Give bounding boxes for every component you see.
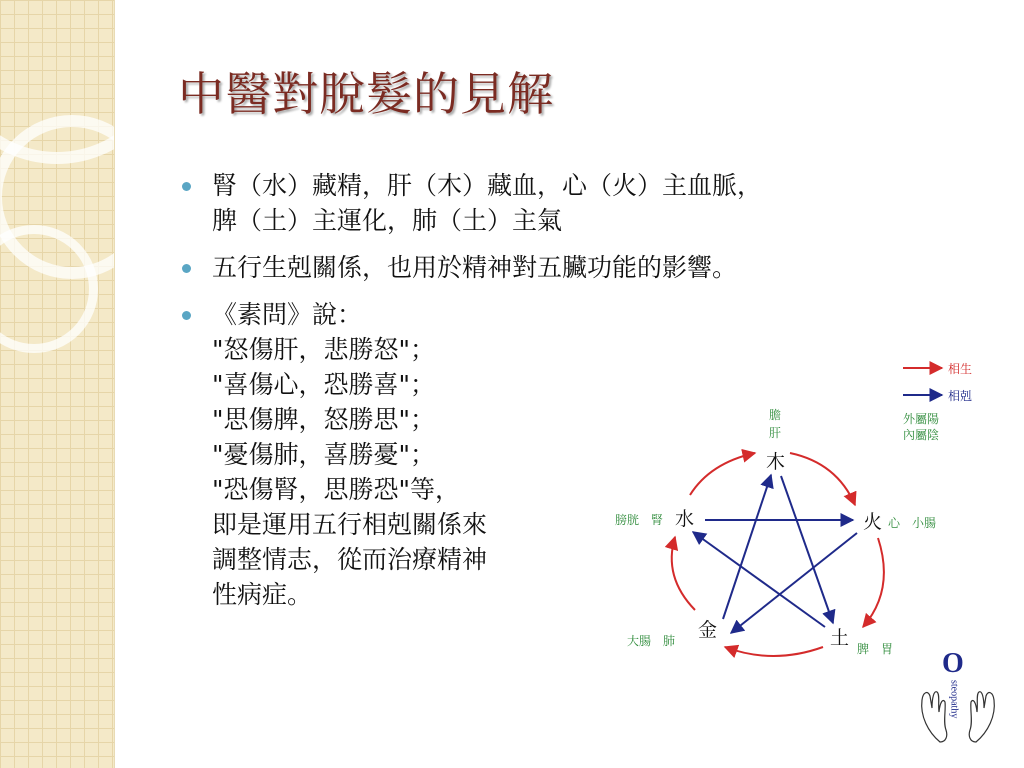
generate-arrow-metal-water: [672, 537, 695, 610]
organ-label-fire: 心 小腸: [888, 516, 937, 530]
right-hand-icon: [969, 692, 994, 742]
bullet-line: 脾（土）主運化，肺（土）主氣: [212, 206, 563, 235]
bullet-line: 五行生剋關係，也用於精神對五臟功能的影響。: [212, 253, 738, 282]
restrain-arrow-fire-metal: [731, 533, 857, 633]
restraining-cycle: [693, 475, 857, 633]
bullet-dot-icon: [182, 182, 191, 191]
bullet-line: 調整情志，從而治療精神: [212, 545, 488, 574]
restrain-arrow-metal-wood: [723, 475, 771, 619]
left-hand-icon: [922, 692, 947, 742]
element-fire: 火: [863, 511, 883, 533]
bullet-line: "怒傷肝，悲勝怒"；: [212, 335, 435, 364]
organ-label-gallbladder: 膽: [769, 408, 782, 422]
bullet-line: "喜傷心，恐勝喜"；: [212, 370, 435, 399]
organ-label-liver: 肝: [769, 426, 782, 440]
element-water: 水: [675, 508, 695, 530]
bullet-dot-icon: [182, 264, 191, 273]
bullet-line: 腎（水）藏精，肝（木）藏血，心（火）主血脈，: [212, 171, 763, 200]
generate-arrow-earth-metal: [725, 647, 823, 656]
logo-vertical-text: steopathy: [948, 680, 960, 719]
bullet-line: 性病症。: [212, 580, 313, 609]
generate-arrow-fire-earth: [863, 538, 884, 627]
organ-label-water: 膀胱 腎: [615, 513, 664, 527]
organ-label-earth: 脾 胃: [857, 642, 894, 656]
decorative-sidebar: [0, 0, 115, 768]
bullet-line: 即是運用五行相剋關係來: [212, 510, 488, 539]
legend-outer-yang: 外屬陽: [903, 412, 940, 426]
organ-label-metal: 大腸 肺: [627, 634, 676, 648]
bullet-item: [170, 168, 970, 238]
osteopathy-logo: [910, 646, 1006, 758]
bullet-line: "恐傷腎，思勝恐"等，: [212, 475, 460, 504]
element-earth: 土: [830, 627, 850, 649]
generate-arrow-wood-fire: [790, 453, 855, 505]
five-elements-diagram: [605, 355, 1000, 660]
element-wood: 木: [766, 451, 786, 473]
diagram-legend: [903, 361, 972, 442]
logo-letter: O: [942, 648, 964, 679]
legend-restrain-label: 相剋: [948, 389, 973, 403]
bullet-line: "思傷脾，怒勝思"；: [212, 405, 435, 434]
element-metal: 金: [698, 619, 718, 641]
generate-arrow-water-wood: [690, 453, 755, 495]
slide-title: 中醫對脫髮的見解: [178, 67, 554, 121]
legend-inner-yin: 內屬陰: [903, 428, 940, 442]
bullet-line: "憂傷肺，喜勝憂"；: [212, 440, 435, 469]
legend-generate-label: 相生: [948, 362, 973, 376]
bullet-line: 《素問》說：: [212, 300, 363, 329]
bullet-item: [170, 250, 970, 285]
bullet-dot-icon: [182, 311, 191, 320]
